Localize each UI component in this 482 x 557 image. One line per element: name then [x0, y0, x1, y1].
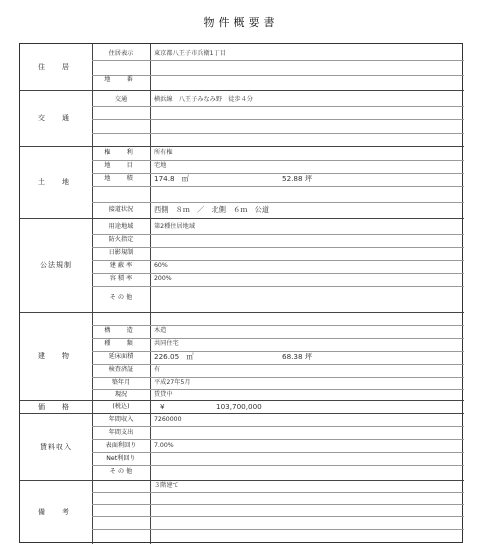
value-zoning: 第2種住居地域 [154, 223, 196, 230]
label-floor-area: 延床面積 [108, 353, 134, 360]
category-transport: 交 通 [38, 114, 74, 122]
row-line [92, 492, 464, 493]
label-land-category: 地 目 [104, 162, 138, 169]
row-line [92, 286, 464, 287]
label-annual-expense: 年間支出 [108, 429, 134, 436]
label-gross-yield: 表面利回り [105, 442, 137, 449]
label-regulation-other: そ の 他 [109, 294, 133, 301]
row-line [92, 504, 464, 505]
label-structure: 構 造 [104, 327, 138, 334]
property-summary-table [19, 43, 463, 543]
value-land-area: 174.8 ㎡ [154, 174, 189, 183]
value-structure: 木造 [154, 327, 167, 334]
label-lot-number: 地 番 [104, 76, 138, 83]
category-building: 建 物 [38, 352, 74, 360]
row-line [92, 60, 464, 61]
label-transport: 交通 [114, 96, 128, 103]
value-land-category: 宅地 [154, 162, 167, 169]
value-coverage-ratio: 60% [154, 262, 168, 269]
row-line [92, 133, 464, 134]
label-land-area: 地 積 [104, 175, 138, 182]
category-rent-income: 賃料収入 [40, 442, 72, 451]
label-built-date: 築年月 [111, 379, 131, 386]
label-right: 権 利 [104, 149, 138, 156]
value-building-type: 共同住宅 [154, 340, 179, 347]
label-current-status: 現況 [114, 391, 128, 398]
label-annual-income: 年間収入 [108, 416, 134, 423]
value-floor-area: 226.05 ㎡ [154, 352, 194, 361]
value-gross-yield: 7.00% [154, 442, 174, 449]
value-annual-income: 7260000 [154, 416, 182, 423]
label-net-yield: Net利回り [106, 455, 136, 462]
value-price: 103,700,000 [216, 402, 262, 411]
label-coverage-ratio: 建 蔽 率 [109, 262, 133, 269]
value-current-status: 賃貸中 [154, 391, 173, 398]
row-line [92, 119, 464, 120]
label-rent-other: そ の 他 [109, 468, 133, 475]
value-road-access: 西側 ８ｍ ／ 北側 ６ｍ 公道 [154, 205, 270, 214]
value-transport: 横浜線 八王子みなみ野 徒歩４分 [154, 96, 253, 103]
category-price: 価 格 [38, 402, 74, 411]
label-inspection-certificate: 検査済証 [108, 366, 134, 373]
row-line [92, 186, 464, 187]
value-price-currency: ¥ [160, 402, 165, 411]
label-road-access: 接道状況 [108, 206, 134, 213]
value-built-date: 平成27年5月 [154, 379, 191, 386]
value-address-display: 東京都八王子市兵衛1丁目 [154, 50, 226, 57]
label-building-type: 種 類 [104, 340, 138, 347]
category-land: 土 地 [38, 178, 74, 186]
value-land-area-tsubo: 52.88 坪 [282, 174, 313, 183]
row-line [92, 202, 464, 203]
label-shadow-regulation: 日影規制 [108, 249, 134, 256]
label-floor-area-ratio: 容 積 率 [109, 275, 133, 282]
row-line [92, 529, 464, 530]
page-title: 物件概要書 [203, 16, 279, 29]
label-price-tax: (税込) [112, 403, 130, 410]
value-floor-area-ratio: 200% [154, 275, 172, 282]
category-regulation: 公法規制 [40, 261, 72, 269]
label-address-display: 住居表示 [108, 50, 134, 57]
row-line [92, 106, 464, 107]
label-zoning: 用途地域 [108, 223, 134, 230]
category-address: 住 居 [38, 63, 74, 71]
category-remarks: 備 考 [38, 508, 74, 516]
value-remarks: ３階建て [154, 482, 179, 489]
value-inspection-certificate: 有 [154, 366, 161, 373]
value-floor-area-tsubo: 68.38 坪 [282, 352, 313, 361]
row-line [92, 516, 464, 517]
label-fire-zone: 防火指定 [108, 236, 134, 243]
value-right: 所有権 [154, 149, 173, 156]
